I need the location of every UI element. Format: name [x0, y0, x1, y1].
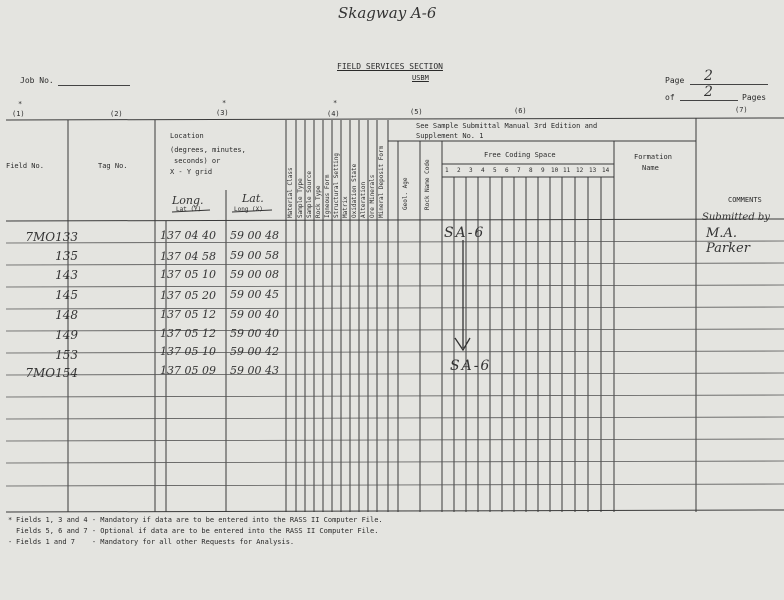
colnum-1: (1) [12, 110, 25, 118]
sample-manual-text: See Sample Submittal Manual 3rd Edition and [416, 122, 598, 130]
colnum-6: (6) [514, 107, 527, 115]
coding-number: 14 [602, 167, 610, 174]
asterisk-3: * [222, 99, 227, 107]
coding-number: 10 [551, 167, 559, 174]
asterisk-1: * [18, 100, 23, 108]
coding-number: 6 [505, 167, 509, 174]
vlabel-sample-type: Sample Type [297, 178, 304, 218]
coding-number: 5 [493, 167, 497, 174]
coding-number: 7 [517, 167, 521, 174]
vlabel-igneous-form: Igneous Form [324, 174, 331, 218]
lat-label: Lat. [242, 192, 264, 205]
vlabel-geol-age: Geol. Age [402, 177, 409, 210]
lat-4: 59 00 45 [230, 288, 279, 301]
sample-manual-text-2: Supplement No. 1 [416, 132, 484, 140]
long-5: 137 05 12 [160, 308, 216, 321]
lat-1: 59 00 48 [230, 229, 279, 242]
coding-number: 13 [589, 167, 597, 174]
coding-number: 8 [529, 167, 533, 174]
vlabel-matrix: Matrix [342, 196, 349, 218]
coding-sa6-top: SA-6 [444, 225, 486, 241]
coding-number: 3 [469, 167, 473, 174]
comment-name: M.A. Parker [706, 226, 750, 256]
long-4: 137 05 20 [160, 289, 216, 302]
lat-2: 59 00 58 [230, 249, 279, 262]
vlabel-rock-name-code: Rock Name Code [424, 159, 431, 210]
lat-8: 59 00 43 [230, 364, 279, 377]
long-label: Long. [172, 194, 204, 207]
vlabel-sample-source: Sample Source [306, 171, 313, 218]
lat-struck-label: Long (X) [234, 206, 263, 213]
vlabel-ore-minerals: Ore Minerals [369, 174, 376, 218]
pages-label: Pages [742, 93, 767, 102]
location-header-2: (degrees, minutes, [170, 146, 246, 154]
vlabel-alteration: Alteration [360, 181, 367, 218]
coding-number: 9 [541, 167, 545, 174]
vlabel-structural-setting: Structural Setting [333, 152, 340, 218]
of-label: of [665, 93, 675, 102]
asterisk-4: * [333, 99, 338, 107]
footnote-2: Fields 5, 6 and 7 - Optional if data are to be entered into the RASS II Computer File. [16, 527, 379, 535]
page-total: 2 [704, 84, 713, 100]
colnum-4: (4) [327, 110, 340, 118]
coding-number: 1 [445, 167, 449, 174]
formation-header-2: Name [642, 164, 659, 172]
formation-header: Formation [634, 153, 672, 161]
location-header-3: seconds) or [174, 157, 221, 165]
footnote-mark-1: * [8, 516, 13, 524]
comment-submitted-by: Submitted by [702, 212, 770, 223]
coding-number: 4 [481, 167, 485, 174]
long-3: 137 05 10 [160, 268, 216, 281]
section-title: FIELD SERVICES SECTION [337, 62, 443, 71]
colnum-3: (3) [216, 109, 229, 117]
long-2: 137 04 58 [160, 250, 216, 263]
long-7: 137 05 10 [160, 345, 216, 358]
coding-number: 12 [576, 167, 584, 174]
handwritten-title: Skagway A-6 [338, 4, 437, 22]
long-6: 137 05 12 [160, 327, 216, 340]
page-number: 2 [704, 68, 713, 84]
field-no-5: 148 [55, 308, 78, 322]
vlabel-oxidation-state: Oxidation State [351, 163, 358, 218]
lat-3: 59 00 08 [230, 268, 279, 281]
job-no-label: Job No. [20, 76, 54, 85]
vlabel-material-class: Material Class [287, 167, 294, 218]
page-label: Page [665, 76, 685, 85]
footnote-mark-3: - [8, 538, 13, 546]
colnum-2: (2) [110, 110, 123, 118]
field-no-4: 145 [55, 288, 78, 302]
field-no-2: 135 [55, 249, 78, 263]
lat-7: 59 00 42 [230, 345, 279, 358]
field-no-7: 153 [55, 348, 78, 362]
lat-5: 59 00 40 [230, 308, 279, 321]
coding-sa6-bottom: SA-6 [450, 358, 492, 374]
footnote-1: Fields 1, 3 and 4 - Mandatory if data are to be entered into the RASS II Computer File. [16, 516, 383, 524]
tag-no-header: Tag No. [98, 162, 128, 170]
colnum-5: (5) [410, 108, 423, 116]
field-no-1: 7MO133 [25, 230, 78, 244]
lat-6: 59 00 40 [230, 327, 279, 340]
coding-number: 2 [457, 167, 461, 174]
location-header-4: X - Y grid [170, 168, 213, 176]
long-8: 137 05 09 [160, 364, 216, 377]
colnum-7: (7) [735, 106, 748, 114]
long-struck-label: Lat (Y) [176, 206, 202, 213]
coding-number: 11 [563, 167, 571, 174]
field-no-3: 143 [55, 268, 78, 282]
location-header: Location [170, 132, 204, 140]
vlabel-mineral-deposit-form: Mineral Deposit Form [378, 145, 385, 218]
footnote-3: Fields 1 and 7 - Mandatory for all other Requests for Analysis. [16, 538, 295, 546]
vlabel-rock-type: Rock Type [315, 185, 322, 218]
field-no-header: Field No. [6, 162, 44, 170]
comments-header: COMMENTS [728, 196, 762, 204]
free-coding-header: Free Coding Space [484, 151, 556, 159]
long-1: 137 04 40 [160, 229, 216, 242]
field-no-6: 149 [55, 328, 78, 342]
agency-label: USBM [412, 74, 429, 82]
field-no-8: 7MO154 [25, 366, 78, 380]
